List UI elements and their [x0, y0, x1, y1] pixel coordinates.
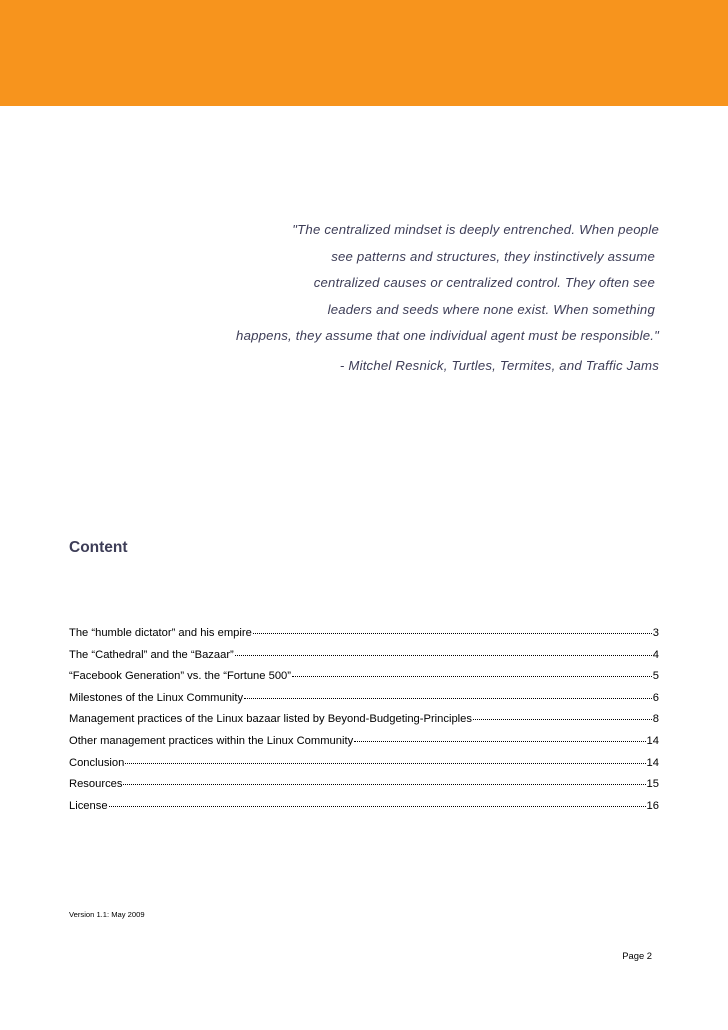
quote-line: "The centralized mindset is deeply entrenched. When people [292, 222, 659, 237]
quote-attribution: - Mitchel Resnick, Turtles, Termites, and Traffic Jams [339, 357, 659, 373]
version-note: Version 1.1: May 2009 [69, 910, 145, 919]
toc-entry-title: Milestones of the Linux Community [69, 691, 244, 704]
toc-entry-title: Management practices of the Linux bazaar listed by Beyond-Budgeting-Principles [69, 713, 472, 726]
toc-entry-title: Resources [69, 778, 123, 791]
toc-dot-leader [354, 741, 645, 742]
toc-entry-title: The “Cathedral” and the “Bazaar” [69, 648, 234, 661]
toc-entry-title: The “humble dictator” and his empire [69, 627, 252, 639]
toc-dot-leader [123, 784, 645, 785]
toc-entry-page: 16 [646, 799, 659, 812]
toc-entry-title: “Facebook Generation” vs. the “Fortune 500” [69, 670, 291, 683]
header-band [0, 0, 728, 106]
toc-entry[interactable] [69, 670, 659, 692]
toc-entry-page: 15 [646, 778, 659, 791]
toc-entry-title: Conclusion [69, 756, 125, 769]
toc-dot-leader [253, 633, 652, 634]
toc-dot-leader [244, 698, 652, 699]
quote-line: happens, they assume that one individual agent must be responsible." [236, 328, 659, 344]
toc-entry[interactable] [69, 713, 659, 735]
quote-line: leaders and seeds where none exist. When something [327, 301, 655, 317]
toc-dot-leader [292, 676, 652, 677]
page-number: Page 2 [622, 950, 652, 961]
toc-dot-leader [235, 655, 652, 656]
toc-entry-page: 4 [652, 648, 659, 661]
toc-dot-leader [109, 806, 646, 807]
quote-line: centralized causes or centralized control. They often see [313, 275, 655, 291]
toc-entry-title: License [69, 799, 108, 812]
toc-entry[interactable] [69, 649, 659, 671]
toc-entry-page: 6 [652, 691, 659, 704]
toc-entry-page: 8 [652, 713, 659, 726]
epigraph-quote [150, 217, 659, 380]
toc-entry-title: Other management practices within the Linux Community [69, 734, 354, 747]
quote-line: see patterns and structures, they instinctively assume [331, 248, 655, 264]
toc-entry-page: 14 [646, 734, 659, 747]
toc-entry[interactable] [69, 800, 659, 822]
toc-entry-page: 14 [646, 756, 659, 769]
toc-entry[interactable] [69, 692, 659, 714]
toc-entry[interactable] [69, 735, 659, 757]
toc-entry[interactable] [69, 757, 659, 779]
toc-entry[interactable] [69, 627, 659, 649]
toc-dot-leader [473, 719, 652, 720]
contents-heading: Content [69, 539, 128, 556]
table-of-contents [69, 627, 659, 821]
toc-entry[interactable] [69, 778, 659, 800]
toc-entry-page: 3 [652, 627, 659, 639]
toc-dot-leader [125, 763, 645, 764]
toc-entry-page: 5 [652, 670, 659, 683]
